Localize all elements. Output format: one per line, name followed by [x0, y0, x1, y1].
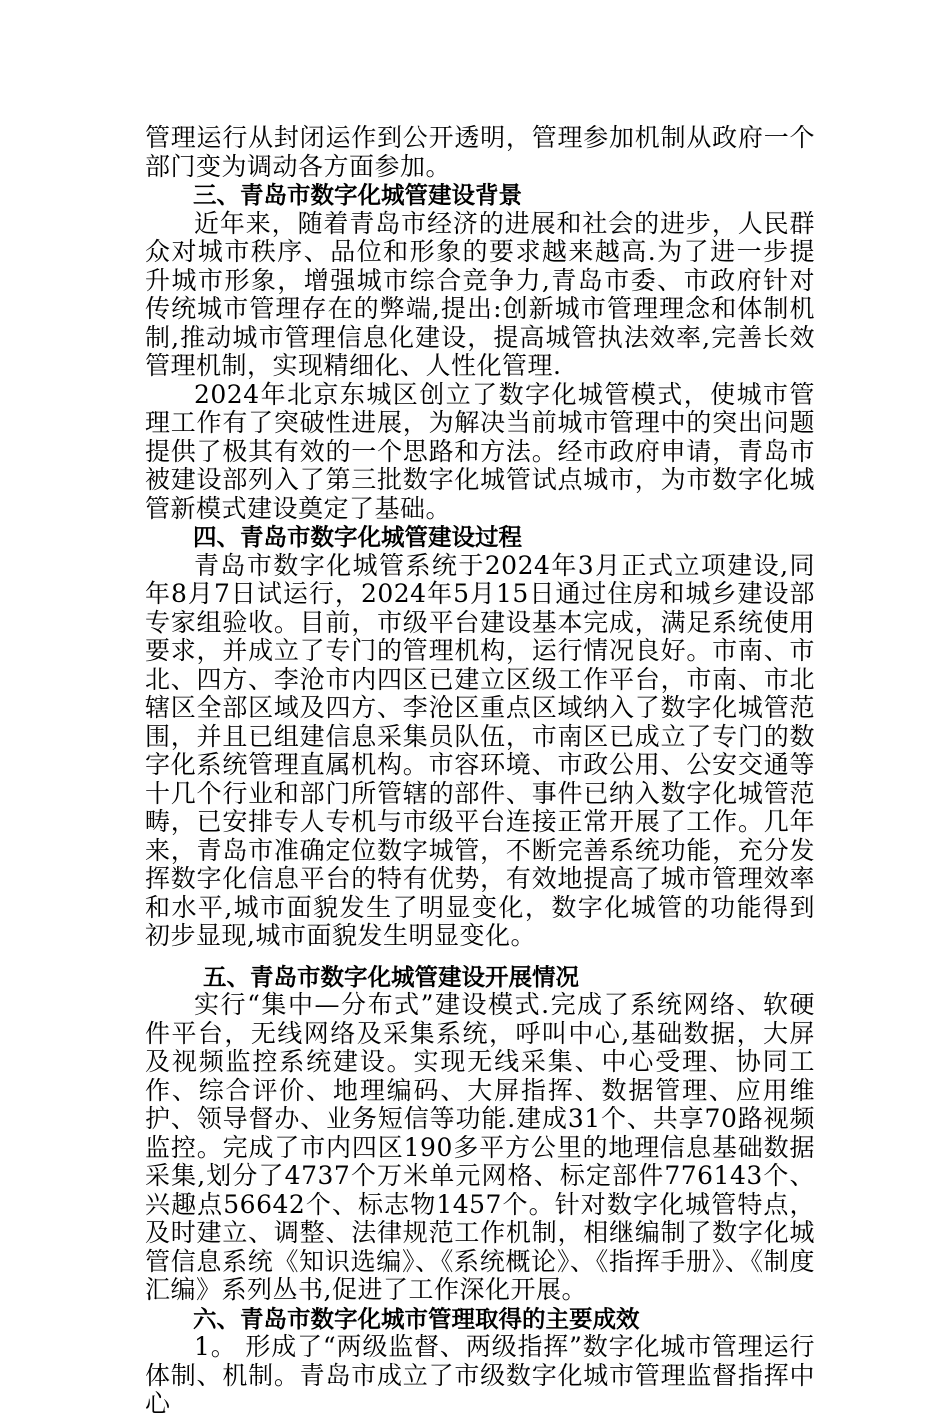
paragraph-background-1: 近年来，随着青岛市经济的进展和社会的进步，人民群众对城市秩序、品位和形象的要求越来越高.为了进一步提升城市形象，增强城市综合竞争力,青岛市委、市政府针对传统城市管理存在的弊端,提出:创新城市管理理念和体制机制,推动城市管理信息化建设，提高城管执法效率,完善长效管理机制，实现精细化、人性化管理. [145, 208, 815, 380]
heading-achievements: 六、青岛市数字化城市管理取得的主要成效 [193, 1304, 640, 1333]
heading-process: 四、青岛市数字化城管建设过程 [193, 523, 522, 551]
heading-background: 三、青岛市数字化城管建设背景 [193, 181, 522, 209]
paragraph-achievements: 1。 形成了“两级监督、两级指挥”数字化城市管理运行体制、机制。青岛市成立了市级数字化城市管理监督指挥中心 [145, 1332, 815, 1418]
paragraph-process: 青岛市数字化城管系统于2024年3月正式立项建设,同年8月7日试运行，2024年5月15日通过住房和城乡建设部专家组验收。目前，市级平台建设基本完成，满足系统使用要求，并成立了专门的管理机构，运行情况良好。市南、市北、四方、李沧市内四区已建立区级工作平台，市南、市北辖区全部区域及四方、李沧区重点区域纳入了数字化城管范围，并且已组建信息采集员队伍，市南区已成立了专门的数字化系统管理直属机构。市容环境、市政公用、公安交通等十几个行业和部门所管辖的部件、事件已纳入数字化城管范畴，已安排专人专机与市级平台连接正常开展了工作。几年来，青岛市准确定位数字城管，不断完善系统功能，充分发挥数字化信息平台的特有优势，有效地提高了城市管理效率和水平,城市面貌发生了明显变化，数字化城管的功能得到初步显现,城市面貌发生明显变化。 [145, 550, 815, 950]
paragraph-background-2: 2024年北京东城区创立了数字化城管模式，使城市管理工作有了突破性进展，为解决当前城市管理中的突出问题提供了极其有效的一个思路和方法。经市政府申请，青岛市被建设部列入了第三批数字化城管试点城市，为市数字化城管新模式建设奠定了基础。 [145, 379, 815, 523]
paragraph-intro: 管理运行从封闭运作到公开透明，管理参加机制从政府一个部门变为调动各方面参加。 [145, 123, 815, 181]
paragraph-progress: 实行“集中—分布式”建设模式.完成了系统网络、软硬件平台，无线网络及采集系统，呼叫中心,基础数据，大屏及视频监控系统建设。实现无线采集、中心受理、协同工作、综合评价、地理编码、大屏指挥、数据管理、应用维护、领导督办、业务短信等功能.建成31个、共享70路视频监控。完成了市内四区190多平方公里的地理信息基础数据采集,划分了4737个万米单元网格、标定部件776143个、兴趣点56642个、标志物1457个。针对数字化城管特点，及时建立、调整、法律规范工作机制，相继编制了数字化城管信息系统《知识选编》、《系统概论》、《指挥手册》、《制度汇编》系列丛书,促进了工作深化开展。 [145, 990, 815, 1304]
heading-progress: 五、青岛市数字化城管建设开展情况 [203, 962, 579, 991]
document-body [145, 124, 815, 1419]
